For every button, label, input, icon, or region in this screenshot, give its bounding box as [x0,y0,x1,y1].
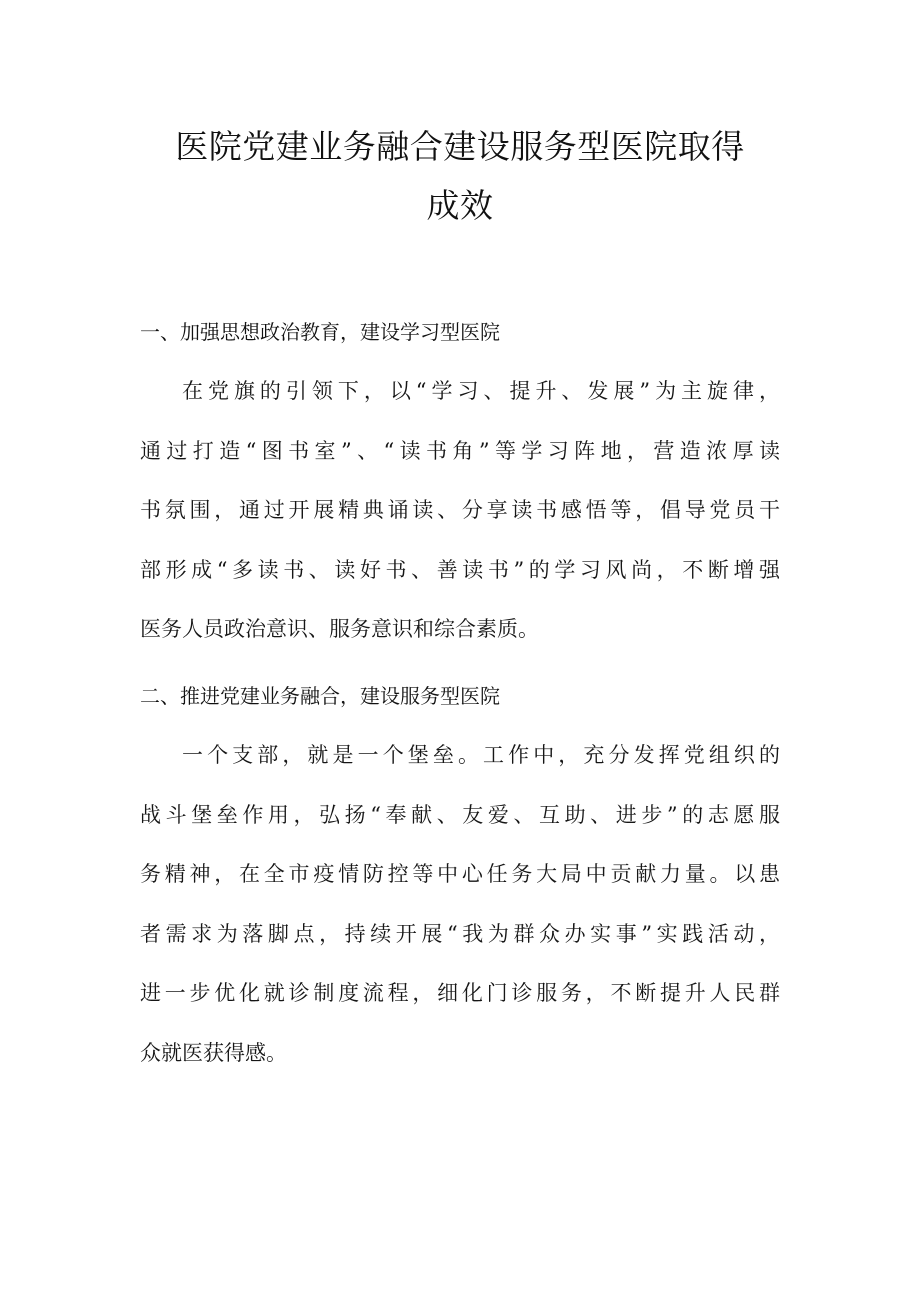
section-1-paragraph [140,362,780,660]
paragraph-line: 书氛围，通过开展精典诵读、分享读书感悟等，倡导党员干 [140,498,780,522]
paragraph-line: 务精神，在全市疫情防控等中心任务大局中贡献力量。以患 [140,862,780,886]
paragraph-line: 者需求为落脚点，持续开展“我为群众办实事”实践活动， [140,921,780,946]
paragraph-line: 通过打造“图书室”、“读书角”等学习阵地，营造浓厚读 [140,438,780,463]
paragraph-line: 进一步优化就诊制度流程，细化门诊服务，不断提升人民群 [140,981,780,1005]
paragraph-line: 在党旗的引领下，以“学习、提升、发展”为主旋律， [182,379,780,403]
document-title-line-1: 医院党建业务融合建设服务型医院取得 [175,127,745,166]
paragraph-line: 一个支部，就是一个堡垒。工作中，充分发挥党组织的 [182,743,780,767]
section-2-paragraph [140,726,780,1083]
document-title-line-2: 成效 [426,186,494,225]
section-1-heading: 一、加强思想政治教育，建设学习型医院 [140,320,500,344]
paragraph-line: 战斗堡垒作用，弘扬“奉献、友爱、互助、进步”的志愿服 [140,802,780,827]
paragraph-line: 众就医获得感。 [140,1040,287,1065]
paragraph-line: 部形成“多读书、读好书、善读书”的学习风尚，不断增强 [140,557,780,582]
section-2-heading: 二、推进党建业务融合，建设服务型医院 [140,684,500,708]
paragraph-line: 医务人员政治意识、服务意识和综合素质。 [140,617,539,641]
